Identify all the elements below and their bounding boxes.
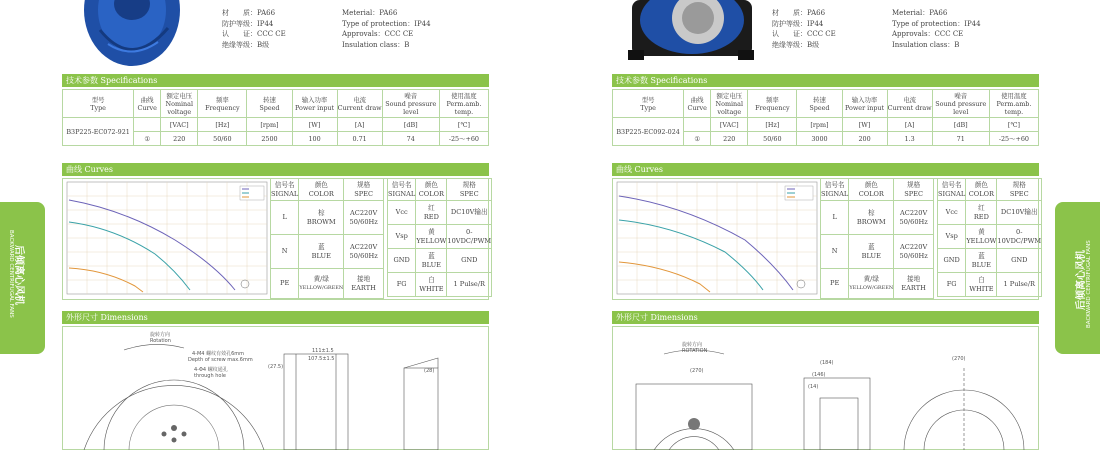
cell-text: EARTH bbox=[901, 283, 926, 292]
dimension-width: 107.5±1.5 bbox=[308, 356, 335, 362]
material-text: Meterial：PA66 bbox=[342, 9, 398, 17]
cell-text: 频率 bbox=[215, 95, 229, 104]
table-cell bbox=[416, 273, 447, 297]
cell-text: 信号名 bbox=[391, 181, 412, 189]
table-cell: GND bbox=[447, 249, 492, 273]
table-cell bbox=[299, 269, 344, 299]
table-row bbox=[938, 249, 1042, 273]
spec-unit: [℃] bbox=[439, 118, 488, 132]
cell-text: WHITE bbox=[419, 284, 444, 293]
cell-text: BROWM bbox=[856, 217, 886, 226]
cell-text: 信号名 bbox=[824, 181, 845, 189]
cell-text: 转速 bbox=[263, 95, 276, 104]
hole-note-en: through hole bbox=[194, 373, 226, 379]
spec-voltage: 220 bbox=[161, 132, 198, 146]
rotation-label: 旋转方向 bbox=[150, 332, 171, 338]
insulation-text: 绝缘等级：B级 bbox=[222, 40, 270, 49]
side-tab-cn: 后倾离心风机 bbox=[1076, 250, 1087, 310]
material-text: 材 质：PA66 bbox=[772, 9, 826, 17]
spec-frequency: 50/60 bbox=[198, 132, 247, 146]
cell-text: Frequency bbox=[205, 103, 240, 112]
product-page-right bbox=[612, 0, 1042, 450]
dimension-width: (184) bbox=[820, 360, 834, 366]
spec-type: B3P225-EC072-921 bbox=[63, 118, 134, 146]
spec-unit: [rpm] bbox=[247, 118, 292, 132]
spec-unit: [Hz] bbox=[748, 118, 797, 132]
signal-table-right bbox=[937, 178, 1042, 297]
table-row bbox=[63, 118, 489, 132]
spec-curve: ① bbox=[684, 132, 711, 146]
cell-text: YELLOW bbox=[966, 236, 997, 245]
cell-text: 使用温度 bbox=[451, 91, 477, 100]
cell-text: COLOR bbox=[858, 189, 884, 198]
cell-text: Power input bbox=[294, 103, 335, 112]
spec-speed: 2500 bbox=[247, 132, 292, 146]
cell-text: 白 bbox=[428, 276, 435, 284]
spec-header bbox=[613, 90, 684, 118]
cell-text: 额定电压 bbox=[716, 91, 743, 100]
dimension-width: (27.5) bbox=[268, 364, 284, 370]
hole-note: 4-M4 螺纹有效孔6mm bbox=[192, 351, 244, 357]
cell-text: Type bbox=[640, 103, 656, 112]
cell-text: YELLOW/GREEN bbox=[849, 284, 894, 291]
side-tab-en: BACKWARD CENTRIFUGAL FANS bbox=[1086, 240, 1092, 328]
cell-text: BLUE bbox=[971, 260, 991, 269]
table-cell bbox=[416, 179, 447, 201]
dimension-width: (270) bbox=[952, 356, 966, 362]
spec-unit bbox=[684, 118, 711, 132]
table-cell bbox=[416, 201, 447, 225]
table-cell: L bbox=[821, 201, 849, 235]
cell-text: 颜色 bbox=[864, 181, 878, 189]
cell-text: SIGNAL bbox=[938, 189, 966, 198]
table-cell bbox=[299, 235, 344, 269]
table-cell: Vsp bbox=[388, 225, 416, 249]
approval-text: 认 证：CCC CE bbox=[772, 30, 836, 38]
cell-text: 电流 bbox=[903, 95, 917, 104]
spec-unit: [W] bbox=[292, 118, 337, 132]
spec-noise: 74 bbox=[382, 132, 439, 146]
hole-note: 4-Φ4 螺纹通孔 bbox=[194, 367, 228, 373]
protection-text: Type of protection：IP44 bbox=[892, 19, 981, 28]
table-row bbox=[388, 249, 492, 273]
cell-text: SPEC bbox=[1009, 189, 1029, 198]
table-row bbox=[613, 118, 1039, 132]
signal-table-left bbox=[270, 178, 384, 299]
spec-power: 100 bbox=[292, 132, 337, 146]
spec-header bbox=[161, 90, 198, 118]
table-cell: Vsp bbox=[938, 225, 966, 249]
spec-header bbox=[439, 90, 488, 118]
table-row bbox=[271, 235, 384, 269]
table-cell: FG bbox=[388, 273, 416, 297]
table-cell: GND bbox=[997, 249, 1042, 273]
spec-header bbox=[932, 90, 989, 118]
cell-text: 白 bbox=[978, 276, 985, 284]
side-tab-cn: 后倾离心风机 bbox=[13, 245, 24, 305]
spec-header bbox=[711, 90, 748, 118]
insulation-text: Insulation class：B bbox=[892, 40, 960, 49]
cell-text: Sound pressure level bbox=[385, 99, 437, 116]
spec-header bbox=[684, 90, 711, 118]
cell-text: 额定电压 bbox=[166, 91, 193, 100]
table-cell bbox=[966, 249, 997, 273]
cell-text: RED bbox=[973, 212, 989, 221]
cell-text: 电流 bbox=[353, 95, 367, 104]
cell-text: 黄 bbox=[978, 228, 985, 236]
rotation-label-en: Rotation bbox=[150, 338, 171, 344]
table-cell bbox=[849, 201, 894, 235]
cell-text: 转速 bbox=[813, 95, 826, 104]
cell-text: Perm.amb. temp. bbox=[996, 99, 1032, 116]
table-cell bbox=[344, 179, 384, 201]
cell-text: 红 bbox=[428, 204, 435, 212]
spec-table bbox=[612, 89, 1039, 146]
table-cell: N bbox=[821, 235, 849, 269]
table-row bbox=[63, 90, 489, 118]
spec-header bbox=[382, 90, 439, 118]
table-row bbox=[388, 179, 492, 201]
spec-header bbox=[989, 90, 1038, 118]
spec-unit: [W] bbox=[842, 118, 887, 132]
table-cell: 0-10VDC/PWM bbox=[997, 225, 1042, 249]
insulation-text: 绝缘等级：B级 bbox=[772, 40, 820, 49]
cell-text: BROWM bbox=[306, 217, 336, 226]
dimension-width: 111±1.5 bbox=[312, 348, 334, 354]
signal-table-right bbox=[387, 178, 492, 297]
cell-text: 棕 bbox=[867, 209, 875, 217]
cell-text: 频率 bbox=[765, 95, 779, 104]
cell-text: Speed bbox=[259, 103, 280, 112]
cell-text: 规格 bbox=[1012, 181, 1026, 189]
cell-text: BLUE bbox=[861, 251, 881, 260]
protection-text: 防护等级：IP44 bbox=[772, 19, 824, 28]
cell-text: 信号名 bbox=[274, 181, 295, 189]
table-cell: FG bbox=[938, 273, 966, 297]
table-cell: PE bbox=[271, 269, 299, 299]
cell-text: YELLOW/GREEN bbox=[299, 284, 344, 291]
spec-header bbox=[292, 90, 337, 118]
cell-text: RED bbox=[423, 212, 439, 221]
table-cell bbox=[821, 179, 849, 201]
cell-text: 黄/绿 bbox=[863, 275, 879, 283]
cell-text: COLOR bbox=[418, 189, 444, 198]
table-cell: 0-10VDC/PWM bbox=[447, 225, 492, 249]
cell-text: 红 bbox=[978, 204, 985, 212]
spec-header bbox=[748, 90, 797, 118]
side-tab-en: BACKWARD CENTRIFUGAL FANS bbox=[8, 230, 14, 318]
table-cell: Vcc bbox=[938, 201, 966, 225]
cell-text: 蓝 bbox=[317, 243, 325, 251]
spec-power: 200 bbox=[842, 132, 887, 146]
cell-text: Current draw bbox=[337, 103, 382, 112]
cell-text: 接地 bbox=[357, 275, 371, 283]
spec-header bbox=[337, 90, 382, 118]
table-cell: GND bbox=[388, 249, 416, 273]
cell-text: WHITE bbox=[969, 284, 994, 293]
cell-text: 规格 bbox=[907, 181, 921, 189]
spec-header bbox=[134, 90, 161, 118]
cell-text: 规格 bbox=[357, 181, 371, 189]
table-cell bbox=[966, 273, 997, 297]
cell-text: Power input bbox=[844, 103, 885, 112]
table-row bbox=[821, 201, 934, 235]
table-row bbox=[821, 179, 934, 201]
spec-header bbox=[887, 90, 932, 118]
cell-text: 曲线 bbox=[140, 95, 154, 104]
table-cell bbox=[299, 201, 344, 235]
table-cell: AC220V 50/60Hz bbox=[894, 201, 934, 235]
dimension-width: (28) bbox=[424, 368, 435, 374]
spec-unit bbox=[134, 118, 161, 132]
table-cell bbox=[966, 179, 997, 201]
performance-curve bbox=[615, 180, 821, 298]
material-en bbox=[892, 8, 981, 50]
table-row bbox=[271, 179, 384, 201]
cell-text: 规格 bbox=[462, 181, 476, 189]
spec-temp: -25～+60 bbox=[439, 132, 488, 146]
fan-photo bbox=[620, 0, 760, 64]
table-cell bbox=[966, 201, 997, 225]
table-cell bbox=[997, 179, 1042, 201]
spec-unit: [VAC] bbox=[161, 118, 198, 132]
cell-text: Nominal voltage bbox=[715, 99, 744, 116]
table-cell: AC220V 50/60Hz bbox=[344, 201, 384, 235]
table-cell: DC10V输出 bbox=[447, 201, 492, 225]
dimension-drawing bbox=[614, 328, 1038, 450]
cell-text: 蓝 bbox=[978, 252, 985, 260]
signal-table-left bbox=[820, 178, 934, 299]
approval-text: 认 证：CCC CE bbox=[222, 30, 286, 38]
cell-text: Perm.amb. temp. bbox=[446, 99, 482, 116]
cell-text: Curve bbox=[137, 103, 157, 112]
approval-text: Approvals：CCC CE bbox=[342, 30, 414, 38]
cell-text: 信号名 bbox=[941, 181, 962, 189]
spec-temp: -25～+60 bbox=[989, 132, 1038, 146]
cell-text: Frequency bbox=[755, 103, 790, 112]
table-cell bbox=[849, 235, 894, 269]
material-en bbox=[342, 8, 431, 50]
spec-voltage: 220 bbox=[711, 132, 748, 146]
table-cell bbox=[849, 179, 894, 201]
spec-unit: [℃] bbox=[989, 118, 1038, 132]
table-row bbox=[271, 269, 384, 299]
table-row bbox=[271, 201, 384, 235]
table-row bbox=[613, 90, 1039, 118]
side-tab-left bbox=[0, 202, 45, 354]
spec-header bbox=[842, 90, 887, 118]
cell-text: 曲线 bbox=[690, 95, 704, 104]
cell-text: SPEC bbox=[354, 189, 374, 198]
table-cell bbox=[271, 179, 299, 201]
cell-text: 颜色 bbox=[974, 181, 988, 189]
cell-text: 颜色 bbox=[314, 181, 328, 189]
material-text: Meterial：PA66 bbox=[892, 9, 948, 17]
cell-text: 噪音 bbox=[954, 91, 968, 100]
spec-header bbox=[198, 90, 247, 118]
table-cell bbox=[388, 179, 416, 201]
cell-text: Current draw bbox=[887, 103, 932, 112]
material-cn bbox=[772, 8, 836, 50]
spec-unit: [VAC] bbox=[711, 118, 748, 132]
table-cell: GND bbox=[938, 249, 966, 273]
dims-heading: 外形尺寸 Dimensions bbox=[612, 311, 1039, 324]
table-cell bbox=[416, 225, 447, 249]
cell-text: COLOR bbox=[968, 189, 994, 198]
product-page-left bbox=[62, 0, 492, 450]
insulation-text: Insulation class：B bbox=[342, 40, 410, 49]
spec-unit: [dB] bbox=[382, 118, 439, 132]
dimension-drawing bbox=[64, 328, 488, 450]
cell-text: EARTH bbox=[351, 283, 376, 292]
table-cell bbox=[894, 179, 934, 201]
cell-text: Speed bbox=[809, 103, 830, 112]
cell-text: SPEC bbox=[904, 189, 924, 198]
rotation-label-en: ROTATION bbox=[682, 348, 708, 354]
material-cn bbox=[222, 8, 286, 50]
cell-text: 型号 bbox=[91, 95, 105, 104]
cell-text: Sound pressure level bbox=[935, 99, 987, 116]
cell-text: YELLOW bbox=[416, 236, 447, 245]
table-row bbox=[388, 273, 492, 297]
table-cell: 1 Pulse/R bbox=[997, 273, 1042, 297]
table-row bbox=[821, 235, 934, 269]
curves-heading: 曲线 Curves bbox=[62, 163, 489, 176]
table-cell bbox=[416, 249, 447, 273]
table-cell: Vcc bbox=[388, 201, 416, 225]
table-row bbox=[938, 179, 1042, 201]
table-row bbox=[938, 273, 1042, 297]
cell-text: BLUE bbox=[311, 251, 331, 260]
cell-text: SIGNAL bbox=[821, 189, 849, 198]
table-cell: AC220V 50/60Hz bbox=[344, 235, 384, 269]
spec-unit: [A] bbox=[887, 118, 932, 132]
cell-text: Curve bbox=[687, 103, 707, 112]
specs-heading: 技术参数 Specifications bbox=[612, 74, 1039, 87]
cell-text: 型号 bbox=[641, 95, 655, 104]
spec-unit: [Hz] bbox=[198, 118, 247, 132]
approval-text: Approvals：CCC CE bbox=[892, 30, 964, 38]
cell-text: 噪音 bbox=[404, 91, 418, 100]
cell-text: Nominal voltage bbox=[165, 99, 194, 116]
dims-heading: 外形尺寸 Dimensions bbox=[62, 311, 489, 324]
spec-frequency: 50/60 bbox=[748, 132, 797, 146]
fan-photo bbox=[80, 0, 190, 68]
dimension-width: (14) bbox=[808, 384, 819, 390]
dimension-width: (270) bbox=[690, 368, 704, 374]
cell-text: SIGNAL bbox=[388, 189, 416, 198]
table-cell: AC220V 50/60Hz bbox=[894, 235, 934, 269]
specs-heading: 技术参数 Specifications bbox=[62, 74, 489, 87]
cell-text: 接地 bbox=[907, 275, 921, 283]
table-cell: 1 Pulse/R bbox=[447, 273, 492, 297]
table-cell bbox=[894, 269, 934, 299]
table-row bbox=[938, 225, 1042, 249]
spec-unit: [rpm] bbox=[797, 118, 842, 132]
cell-text: 使用温度 bbox=[1001, 91, 1027, 100]
table-cell: PE bbox=[821, 269, 849, 299]
table-row bbox=[938, 201, 1042, 225]
curves-heading: 曲线 Curves bbox=[612, 163, 1039, 176]
spec-header bbox=[247, 90, 292, 118]
spec-type: B3P225-EC092-024 bbox=[613, 118, 684, 146]
table-cell bbox=[299, 179, 344, 201]
cell-text: SPEC bbox=[459, 189, 479, 198]
spec-current: 0.71 bbox=[337, 132, 382, 146]
spec-unit: [dB] bbox=[932, 118, 989, 132]
table-row bbox=[388, 201, 492, 225]
table-row bbox=[388, 225, 492, 249]
table-cell bbox=[966, 225, 997, 249]
spec-speed: 3000 bbox=[797, 132, 842, 146]
cell-text: SIGNAL bbox=[271, 189, 299, 198]
spec-current: 1.3 bbox=[887, 132, 932, 146]
protection-text: Type of protection：IP44 bbox=[342, 19, 431, 28]
cell-text: BLUE bbox=[421, 260, 441, 269]
rotation-label: 旋转方向 bbox=[682, 342, 703, 348]
table-cell: N bbox=[271, 235, 299, 269]
cell-text: 颜色 bbox=[424, 181, 438, 189]
cell-text: COLOR bbox=[308, 189, 334, 198]
spec-header bbox=[797, 90, 842, 118]
cell-text: 输入功率 bbox=[851, 95, 878, 104]
table-cell bbox=[447, 179, 492, 201]
dimension-width: (146) bbox=[812, 372, 826, 378]
cell-text: 黄/绿 bbox=[313, 275, 329, 283]
table-cell bbox=[344, 269, 384, 299]
table-cell: L bbox=[271, 201, 299, 235]
spec-header bbox=[63, 90, 134, 118]
protection-text: 防护等级：IP44 bbox=[222, 19, 274, 28]
spec-curve: ① bbox=[134, 132, 161, 146]
table-row bbox=[821, 269, 934, 299]
table-cell bbox=[938, 179, 966, 201]
cell-text: 棕 bbox=[317, 209, 325, 217]
hole-note-en: Depth of screw max.6mm bbox=[188, 357, 253, 363]
cell-text: Type bbox=[90, 103, 106, 112]
spec-table bbox=[62, 89, 489, 146]
table-cell: DC10V输出 bbox=[997, 201, 1042, 225]
side-tab-right bbox=[1055, 202, 1100, 354]
table-cell bbox=[849, 269, 894, 299]
spec-noise: 71 bbox=[932, 132, 989, 146]
cell-text: 蓝 bbox=[867, 243, 875, 251]
cell-text: 输入功率 bbox=[301, 95, 328, 104]
material-text: 材 质：PA66 bbox=[222, 9, 276, 17]
spec-unit: [A] bbox=[337, 118, 382, 132]
cell-text: 黄 bbox=[428, 228, 435, 236]
cell-text: 蓝 bbox=[428, 252, 435, 260]
